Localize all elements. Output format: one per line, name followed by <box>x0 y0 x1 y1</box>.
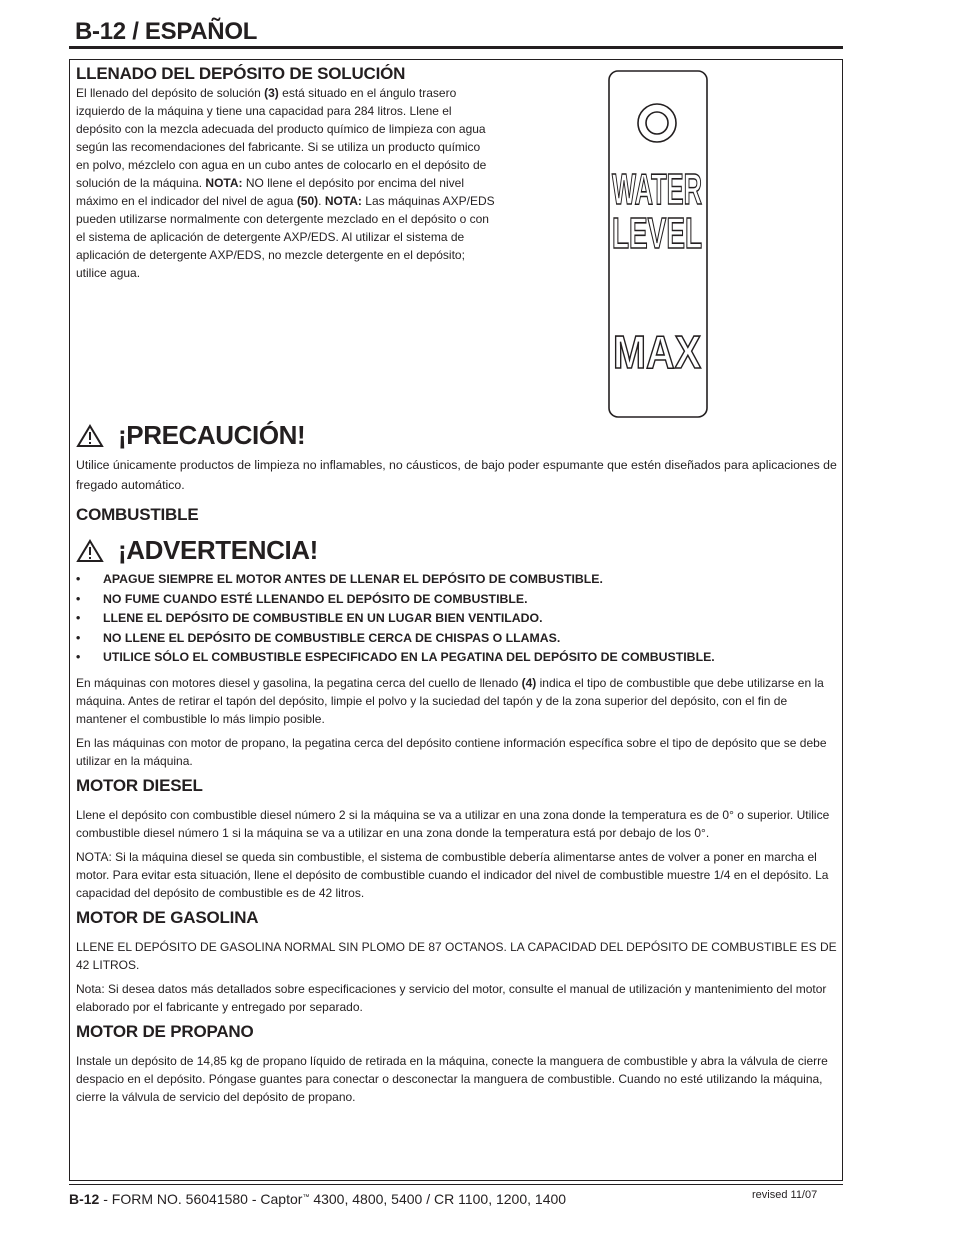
precaution-title: ¡PRECAUCIÓN! <box>118 420 306 450</box>
warning-triangle-icon <box>76 539 104 563</box>
warning-item: • UTILICE SÓLO EL COMBUSTIBLE ESPECIFICADO EN LA PEGATINA DEL DEPÓSITO DE COMBUSTIBLE. <box>76 648 841 668</box>
fill-heading: LLENADO DEL DEPÓSITO DE SOLUCIÓN <box>76 64 406 83</box>
gasoline-paragraph-2: Nota: Si desea datos más detallados sobre especificaciones y servicio del motor, consulte el manual de utilización y mantenimiento del motor elaborado por el fabricante y entregado por separado. <box>76 981 827 1014</box>
footer-models: 4300, 4800, 5400 / CR 1100, 1200, 1400 <box>309 1191 567 1207</box>
fill-text-1: El llenado del depósito de solución <box>76 86 265 100</box>
warning-item: • NO FUME CUANDO ESTÉ LLENANDO EL DEPÓSITO DE COMBUSTIBLE. <box>76 590 841 610</box>
fuel-text-1a: En máquinas con motores diesel y gasolina, la pegatina cerca del cuello de llenado <box>76 675 522 690</box>
warning-banner <box>76 535 841 566</box>
fill-text-4: . <box>318 194 325 208</box>
precaution-text: Utilice únicamente productos de limpieza no inflamables, no cáusticos, de bajo poder espumante que estén diseñados para aplicaciones de fregado automático. <box>76 458 837 492</box>
footer-trademark: ™ <box>302 1194 310 1201</box>
header-rule <box>69 46 843 49</box>
footer-revised: revised 11/07 <box>752 1189 818 1201</box>
fill-section <box>76 64 496 282</box>
fill-note-label-2: NOTA: <box>324 194 362 208</box>
fill-paragraph <box>76 84 496 282</box>
fuel-paragraph-1 <box>76 674 838 728</box>
fill-text-2: está situado en el ángulo trasero izquierdo de la máquina y tiene una capacidad para 284 litros. Llene el depósito con la mezcla adecuada del producto químico de limpieza con agua según las recomendaciones del fabricante. Si se utiliza un producto químico en polvo, mézclelo con agua en un cubo antes de colocarlo en el depósito de solución de la máquina. <box>76 86 487 190</box>
footer-rule <box>69 1184 843 1185</box>
propane-paragraph: Instale un depósito de 14,85 kg de propano líquido de retirada en la máquina, conecte la manguera de combustible y abra la válvula de cierre despacio en el depósito. Póngase guantes para conectar o desconectar la manguera de combustible. Cuando no esté utilizando la máquina, cierre la válvula de servicio del depósito de propano. <box>76 1053 828 1104</box>
label-max-text: MAX <box>613 326 702 378</box>
footer-form-text: - FORM NO. 56041580 - Captor <box>99 1191 303 1207</box>
diesel-paragraph-1: Llene el depósito con combustible diesel número 2 si la máquina se va a utilizar en una zona donde la temperatura es de 0° o superior. Utilice combustible diesel número 1 si la máquina se va a utilizar en una zona donde la temperatura está por debajo de los 0°. <box>76 807 830 840</box>
fill-text-5: Las máquinas AXP/EDS pueden utilizarse normalmente con detergente mezclado en el depósito o con el sistema de aplicación de detergente AXP/EDS. Al utilizar el sistema de aplicación de detergente AXP/EDS, no mezcle detergente en el depósito; utilice agua. <box>76 194 495 280</box>
fuel-text-1b: indica el tipo de combustible que debe utilizarse en la máquina. Antes de retirar el tapón del depósito, limpie el polvo y la suciedad del tapón y de la zona superior del depósito, con el fin de mantener el combustible lo más limpio posible. <box>76 675 824 726</box>
warning-list <box>76 570 841 668</box>
warning-item: • NO LLENE EL DEPÓSITO DE COMBUSTIBLE CERCA DE CHISPAS O LLAMAS. <box>76 629 841 649</box>
fill-ref-3: (3) <box>264 86 279 100</box>
fuel-ref-4: (4) <box>521 675 537 690</box>
warning-triangle-icon <box>76 424 104 448</box>
fuel-section <box>76 505 841 1106</box>
precaution-section <box>76 420 841 495</box>
footer-page-number: B-12 <box>69 1191 100 1207</box>
fuel-paragraph-2: En las máquinas con motor de propano, la pegatina cerca del depósito contiene información específica sobre el tipo de depósito que se debe utilizar en la máquina. <box>76 735 827 768</box>
water-level-label <box>608 70 708 418</box>
footer-form-info <box>69 1191 566 1207</box>
fill-ref-50: (50) <box>296 194 319 208</box>
fill-text-3: NO llene el depósito por encima del nivel máximo en el indicador del nivel de agua <box>76 176 464 208</box>
fill-note-label-1: NOTA: <box>205 176 243 190</box>
diesel-paragraph-2: NOTA: Si la máquina diesel se queda sin combustible, el sistema de combustible debería alimentarse antes de volver a poner en marcha el motor. Para evitar esta situación, llene el depósito de combustible cuando el indicador del nivel de combustible muestre 1/4 en el depósito. La capacidad del depósito de combustible es de 42 litros. <box>76 849 829 900</box>
warning-item: • LLENE EL DEPÓSITO DE COMBUSTIBLE EN UN LUGAR BIEN VENTILADO. <box>76 609 841 629</box>
fuel-heading: COMBUSTIBLE <box>76 505 199 524</box>
propane-heading: MOTOR DE PROPANO <box>76 1021 254 1041</box>
warning-item: • APAGUE SIEMPRE EL MOTOR ANTES DE LLENAR EL DEPÓSITO DE COMBUSTIBLE. <box>76 570 841 590</box>
diesel-heading: MOTOR DIESEL <box>76 775 203 795</box>
label-water-text: WATER <box>612 165 702 214</box>
page-title: B-12 / ESPAÑOL <box>75 18 258 45</box>
gasoline-paragraph-1: LLENE EL DEPÓSITO DE GASOLINA NORMAL SIN PLOMO DE 87 OCTANOS. LA CAPACIDAD DEL DEPÓSITO DE COMBUSTIBLE ES DE 42 LITROS. <box>76 939 837 972</box>
label-level-text: LEVEL <box>612 209 702 258</box>
precaution-banner <box>76 420 841 451</box>
gasoline-heading: MOTOR DE GASOLINA <box>76 907 259 927</box>
warning-title: ¡ADVERTENCIA! <box>118 535 318 565</box>
